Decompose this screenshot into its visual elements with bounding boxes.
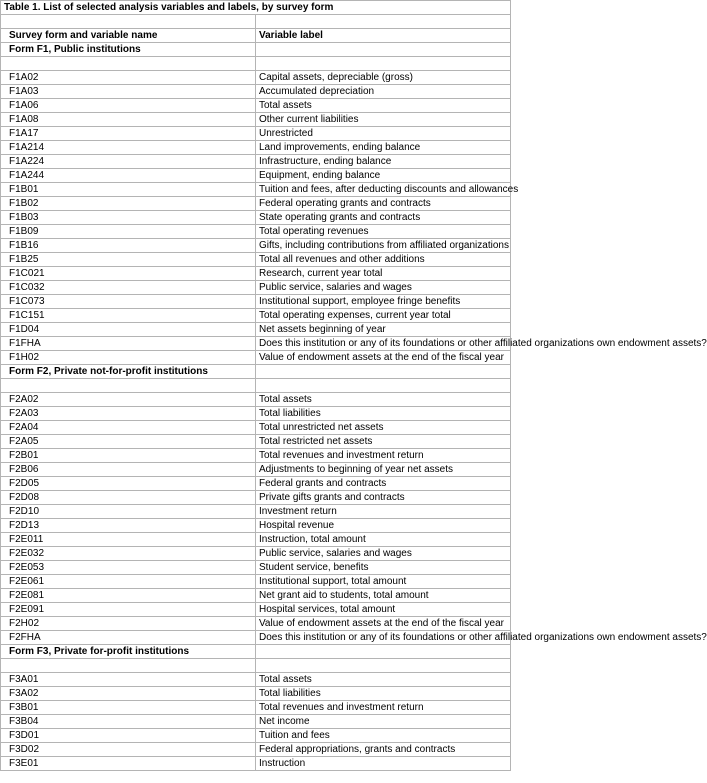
column-header-row xyxy=(1,29,511,43)
variable-name-cell: F1A17 xyxy=(1,127,256,141)
table-row xyxy=(1,239,511,253)
table-row xyxy=(1,575,511,589)
table-row xyxy=(1,71,511,85)
table-row xyxy=(1,281,511,295)
table-title-row xyxy=(1,1,511,15)
section-heading-empty-cell xyxy=(256,43,511,57)
variable-name-cell: F3E01 xyxy=(1,757,256,771)
variable-label-cell: Private gifts grants and contracts xyxy=(256,491,511,505)
variable-name-cell: F2E053 xyxy=(1,561,256,575)
section-heading: Form F1, Public institutions xyxy=(1,43,256,57)
table-row xyxy=(1,435,511,449)
table-row xyxy=(1,533,511,547)
spacer-row xyxy=(1,659,511,673)
variable-name-cell: F1A02 xyxy=(1,71,256,85)
variable-label-cell: Federal grants and contracts xyxy=(256,477,511,491)
variable-label-cell: Total liabilities xyxy=(256,687,511,701)
variable-name-cell: F2A04 xyxy=(1,421,256,435)
table-row xyxy=(1,407,511,421)
table-row xyxy=(1,589,511,603)
variable-name-cell: F3A01 xyxy=(1,673,256,687)
variable-name-cell: F1C021 xyxy=(1,267,256,281)
spacer-cell xyxy=(1,57,256,71)
table-row xyxy=(1,519,511,533)
table-row xyxy=(1,155,511,169)
spacer-cell xyxy=(256,15,511,29)
variable-label-cell: Investment return xyxy=(256,505,511,519)
variable-name-cell: F2D10 xyxy=(1,505,256,519)
variable-label-cell: Total operating revenues xyxy=(256,225,511,239)
variable-label-cell: Total assets xyxy=(256,673,511,687)
variable-label-cell: Total restricted net assets xyxy=(256,435,511,449)
variable-name-cell: F2H02 xyxy=(1,617,256,631)
table-row xyxy=(1,491,511,505)
spacer-cell xyxy=(1,379,256,393)
variable-label-cell: Federal operating grants and contracts xyxy=(256,197,511,211)
variable-name-cell: F3A02 xyxy=(1,687,256,701)
table-row xyxy=(1,169,511,183)
variable-name-cell: F1H02 xyxy=(1,351,256,365)
variable-name-cell: F2D13 xyxy=(1,519,256,533)
table-row xyxy=(1,757,511,771)
table-row xyxy=(1,85,511,99)
variable-name-cell: F2E061 xyxy=(1,575,256,589)
variable-name-cell: F2A05 xyxy=(1,435,256,449)
variable-name-cell: F1D04 xyxy=(1,323,256,337)
spacer-row xyxy=(1,15,511,29)
variable-label-cell: Other current liabilities xyxy=(256,113,511,127)
table-row xyxy=(1,449,511,463)
table-row xyxy=(1,463,511,477)
variable-label-cell: Instruction xyxy=(256,757,511,771)
table-row xyxy=(1,547,511,561)
variable-name-cell: F1A03 xyxy=(1,85,256,99)
variable-label-cell: Student service, benefits xyxy=(256,561,511,575)
section-heading-empty-cell xyxy=(256,645,511,659)
variable-name-cell: F2E032 xyxy=(1,547,256,561)
variable-label-cell: Net assets beginning of year xyxy=(256,323,511,337)
table-row xyxy=(1,295,511,309)
variable-label-cell: Capital assets, depreciable (gross) xyxy=(256,71,511,85)
variable-label-cell: Unrestricted xyxy=(256,127,511,141)
variable-name-cell: F2E091 xyxy=(1,603,256,617)
variable-label-cell: Public service, salaries and wages xyxy=(256,547,511,561)
table-row xyxy=(1,715,511,729)
variable-name-cell: F1B02 xyxy=(1,197,256,211)
variable-name-cell: F3D02 xyxy=(1,743,256,757)
variable-name-cell: F2D08 xyxy=(1,491,256,505)
variable-label-cell: Federal appropriations, grants and contracts xyxy=(256,743,511,757)
variable-label-cell: Tuition and fees, after deducting discounts and allowances xyxy=(256,183,511,197)
table-row xyxy=(1,197,511,211)
table-row xyxy=(1,421,511,435)
variable-label-cell: Value of endowment assets at the end of the fiscal year xyxy=(256,351,511,365)
table-row xyxy=(1,351,511,365)
variable-label-cell: Net grant aid to students, total amount xyxy=(256,589,511,603)
variable-label-cell: Total assets xyxy=(256,393,511,407)
table-row xyxy=(1,253,511,267)
table-row xyxy=(1,603,511,617)
variable-name-cell: F1B16 xyxy=(1,239,256,253)
variable-name-cell: F2FHA xyxy=(1,631,256,645)
table-row xyxy=(1,561,511,575)
table-row xyxy=(1,701,511,715)
variable-label-cell: Total assets xyxy=(256,99,511,113)
table-row xyxy=(1,267,511,281)
section-heading-row xyxy=(1,365,511,379)
spacer-cell xyxy=(256,379,511,393)
variable-label-cell: Tuition and fees xyxy=(256,729,511,743)
variable-label-cell: Total revenues and investment return xyxy=(256,701,511,715)
variable-name-cell: F3B04 xyxy=(1,715,256,729)
table-row xyxy=(1,99,511,113)
variable-name-cell: F2E011 xyxy=(1,533,256,547)
variable-label-cell: Does this institution or any of its foundations or other affiliated organizations own endowment assets? xyxy=(256,631,511,645)
table-row xyxy=(1,309,511,323)
table-row xyxy=(1,183,511,197)
table-row xyxy=(1,393,511,407)
variable-label-cell: Public service, salaries and wages xyxy=(256,281,511,295)
table-row xyxy=(1,323,511,337)
variable-label-cell: Does this institution or any of its foundations or other affiliated organizations own endowment assets? xyxy=(256,337,511,351)
variable-name-cell: F1B01 xyxy=(1,183,256,197)
column-header-variable-name: Survey form and variable name xyxy=(1,29,256,43)
variable-name-cell: F1FHA xyxy=(1,337,256,351)
variable-name-cell: F2A02 xyxy=(1,393,256,407)
variable-label-cell: Accumulated depreciation xyxy=(256,85,511,99)
variable-name-cell: F2D05 xyxy=(1,477,256,491)
variable-name-cell: F1B03 xyxy=(1,211,256,225)
table-row xyxy=(1,113,511,127)
table-row xyxy=(1,743,511,757)
section-heading: Form F2, Private not-for-profit institutions xyxy=(1,365,256,379)
variable-name-cell: F1C151 xyxy=(1,309,256,323)
variable-label-cell: Institutional support, total amount xyxy=(256,575,511,589)
variable-label-cell: Research, current year total xyxy=(256,267,511,281)
variable-label-cell: Land improvements, ending balance xyxy=(256,141,511,155)
spacer-row xyxy=(1,57,511,71)
variable-label-cell: Total liabilities xyxy=(256,407,511,421)
variable-name-cell: F2E081 xyxy=(1,589,256,603)
table-row xyxy=(1,477,511,491)
variable-name-cell: F1A214 xyxy=(1,141,256,155)
table-row xyxy=(1,617,511,631)
variable-name-cell: F1B09 xyxy=(1,225,256,239)
table-row xyxy=(1,631,511,645)
variable-name-cell: F1B25 xyxy=(1,253,256,267)
table-row xyxy=(1,127,511,141)
table-row xyxy=(1,673,511,687)
variable-label-cell: Instruction, total amount xyxy=(256,533,511,547)
section-heading-row xyxy=(1,645,511,659)
variable-label-cell: Total all revenues and other additions xyxy=(256,253,511,267)
table-title: Table 1. List of selected analysis variables and labels, by survey form xyxy=(1,1,511,15)
table-row xyxy=(1,729,511,743)
variables-table-body xyxy=(1,1,707,771)
variable-label-cell: Institutional support, employee fringe benefits xyxy=(256,295,511,309)
variable-label-cell: State operating grants and contracts xyxy=(256,211,511,225)
section-heading-row xyxy=(1,43,511,57)
variable-label-cell: Total operating expenses, current year total xyxy=(256,309,511,323)
table-row xyxy=(1,505,511,519)
variable-name-cell: F1C032 xyxy=(1,281,256,295)
variable-name-cell: F2B01 xyxy=(1,449,256,463)
variable-label-cell: Adjustments to beginning of year net assets xyxy=(256,463,511,477)
section-heading-empty-cell xyxy=(256,365,511,379)
variable-label-cell: Hospital services, total amount xyxy=(256,603,511,617)
section-heading: Form F3, Private for-profit institutions xyxy=(1,645,256,659)
variable-name-cell: F1C073 xyxy=(1,295,256,309)
table-row xyxy=(1,687,511,701)
table-row xyxy=(1,225,511,239)
spacer-cell xyxy=(1,659,256,673)
spacer-cell xyxy=(1,15,256,29)
variable-name-cell: F3B01 xyxy=(1,701,256,715)
variable-label-cell: Total unrestricted net assets xyxy=(256,421,511,435)
variable-label-cell: Infrastructure, ending balance xyxy=(256,155,511,169)
spacer-row xyxy=(1,379,511,393)
variable-label-cell: Gifts, including contributions from affiliated organizations xyxy=(256,239,511,253)
variable-name-cell: F2B06 xyxy=(1,463,256,477)
variable-name-cell: F1A06 xyxy=(1,99,256,113)
variable-name-cell: F3D01 xyxy=(1,729,256,743)
variable-name-cell: F2A03 xyxy=(1,407,256,421)
variable-label-cell: Total revenues and investment return xyxy=(256,449,511,463)
variable-name-cell: F1A224 xyxy=(1,155,256,169)
variable-label-cell: Equipment, ending balance xyxy=(256,169,511,183)
table-row xyxy=(1,337,511,351)
variable-name-cell: F1A244 xyxy=(1,169,256,183)
variable-label-cell: Hospital revenue xyxy=(256,519,511,533)
table-row xyxy=(1,211,511,225)
column-header-variable-label: Variable label xyxy=(256,29,511,43)
spacer-cell xyxy=(256,659,511,673)
spacer-cell xyxy=(256,57,511,71)
variable-label-cell: Value of endowment assets at the end of the fiscal year xyxy=(256,617,511,631)
variable-label-cell: Net income xyxy=(256,715,511,729)
variable-name-cell: F1A08 xyxy=(1,113,256,127)
table-row xyxy=(1,141,511,155)
